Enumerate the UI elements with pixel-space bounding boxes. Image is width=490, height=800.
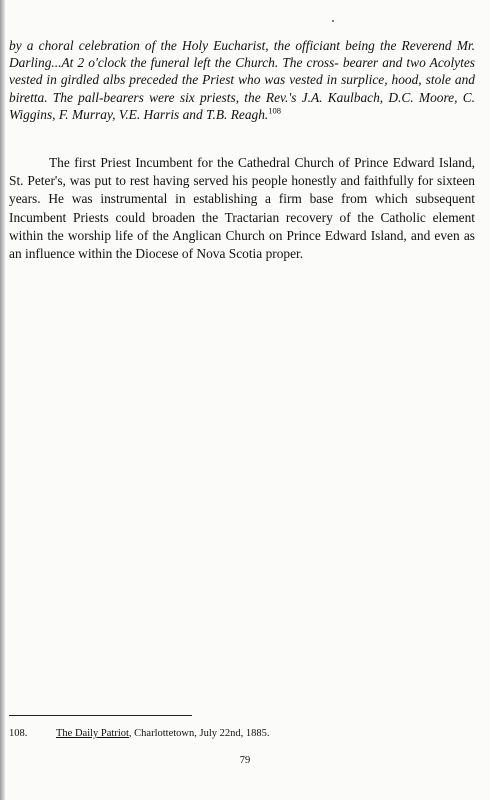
block-quote-text: by a choral celebration of the Holy Eucharist, the officiant being the Reverend Mr. Darling...At 2 o'clock the funeral left the Church. The cross- bearer and two Acolytes vested in girdled albs preceded the Priest who was vested in surplice, hood, stole and biretta. The pall-bearers were six priests, the Rev.'s J.A. Kaulbach, D.C. Moore, C. Wiggins, F. Murray, V.E. Harris and T.B. Reagh. [9, 38, 475, 122]
footnote-source: The Daily Patriot [56, 728, 129, 739]
block-quote [9, 37, 475, 123]
scan-speck [332, 20, 334, 22]
footnote-divider [9, 715, 192, 716]
body-paragraph: The first Priest Incumbent for the Cathedral Church of Prince Edward Island, St. Peter's, was put to rest having served his people honestly and faithfully for sixteen years. He was instrumental in establishing a firm base from which subsequent Incumbent Priests could broaden the Tractarian recovery of the Catholic element within the worship life of the Anglican Church on Prince Edward Island, and even as an influence within the Diocese of Nova Scotia proper. [9, 155, 475, 262]
footnote-number: 108. [9, 728, 28, 739]
page-binding-edge [0, 0, 5, 800]
footnote [9, 727, 475, 740]
page-number: 79 [239, 755, 251, 766]
footnote-reference: 108 [268, 105, 282, 116]
footnote-details: , Charlottetown, July 22nd, 1885. [128, 728, 270, 739]
